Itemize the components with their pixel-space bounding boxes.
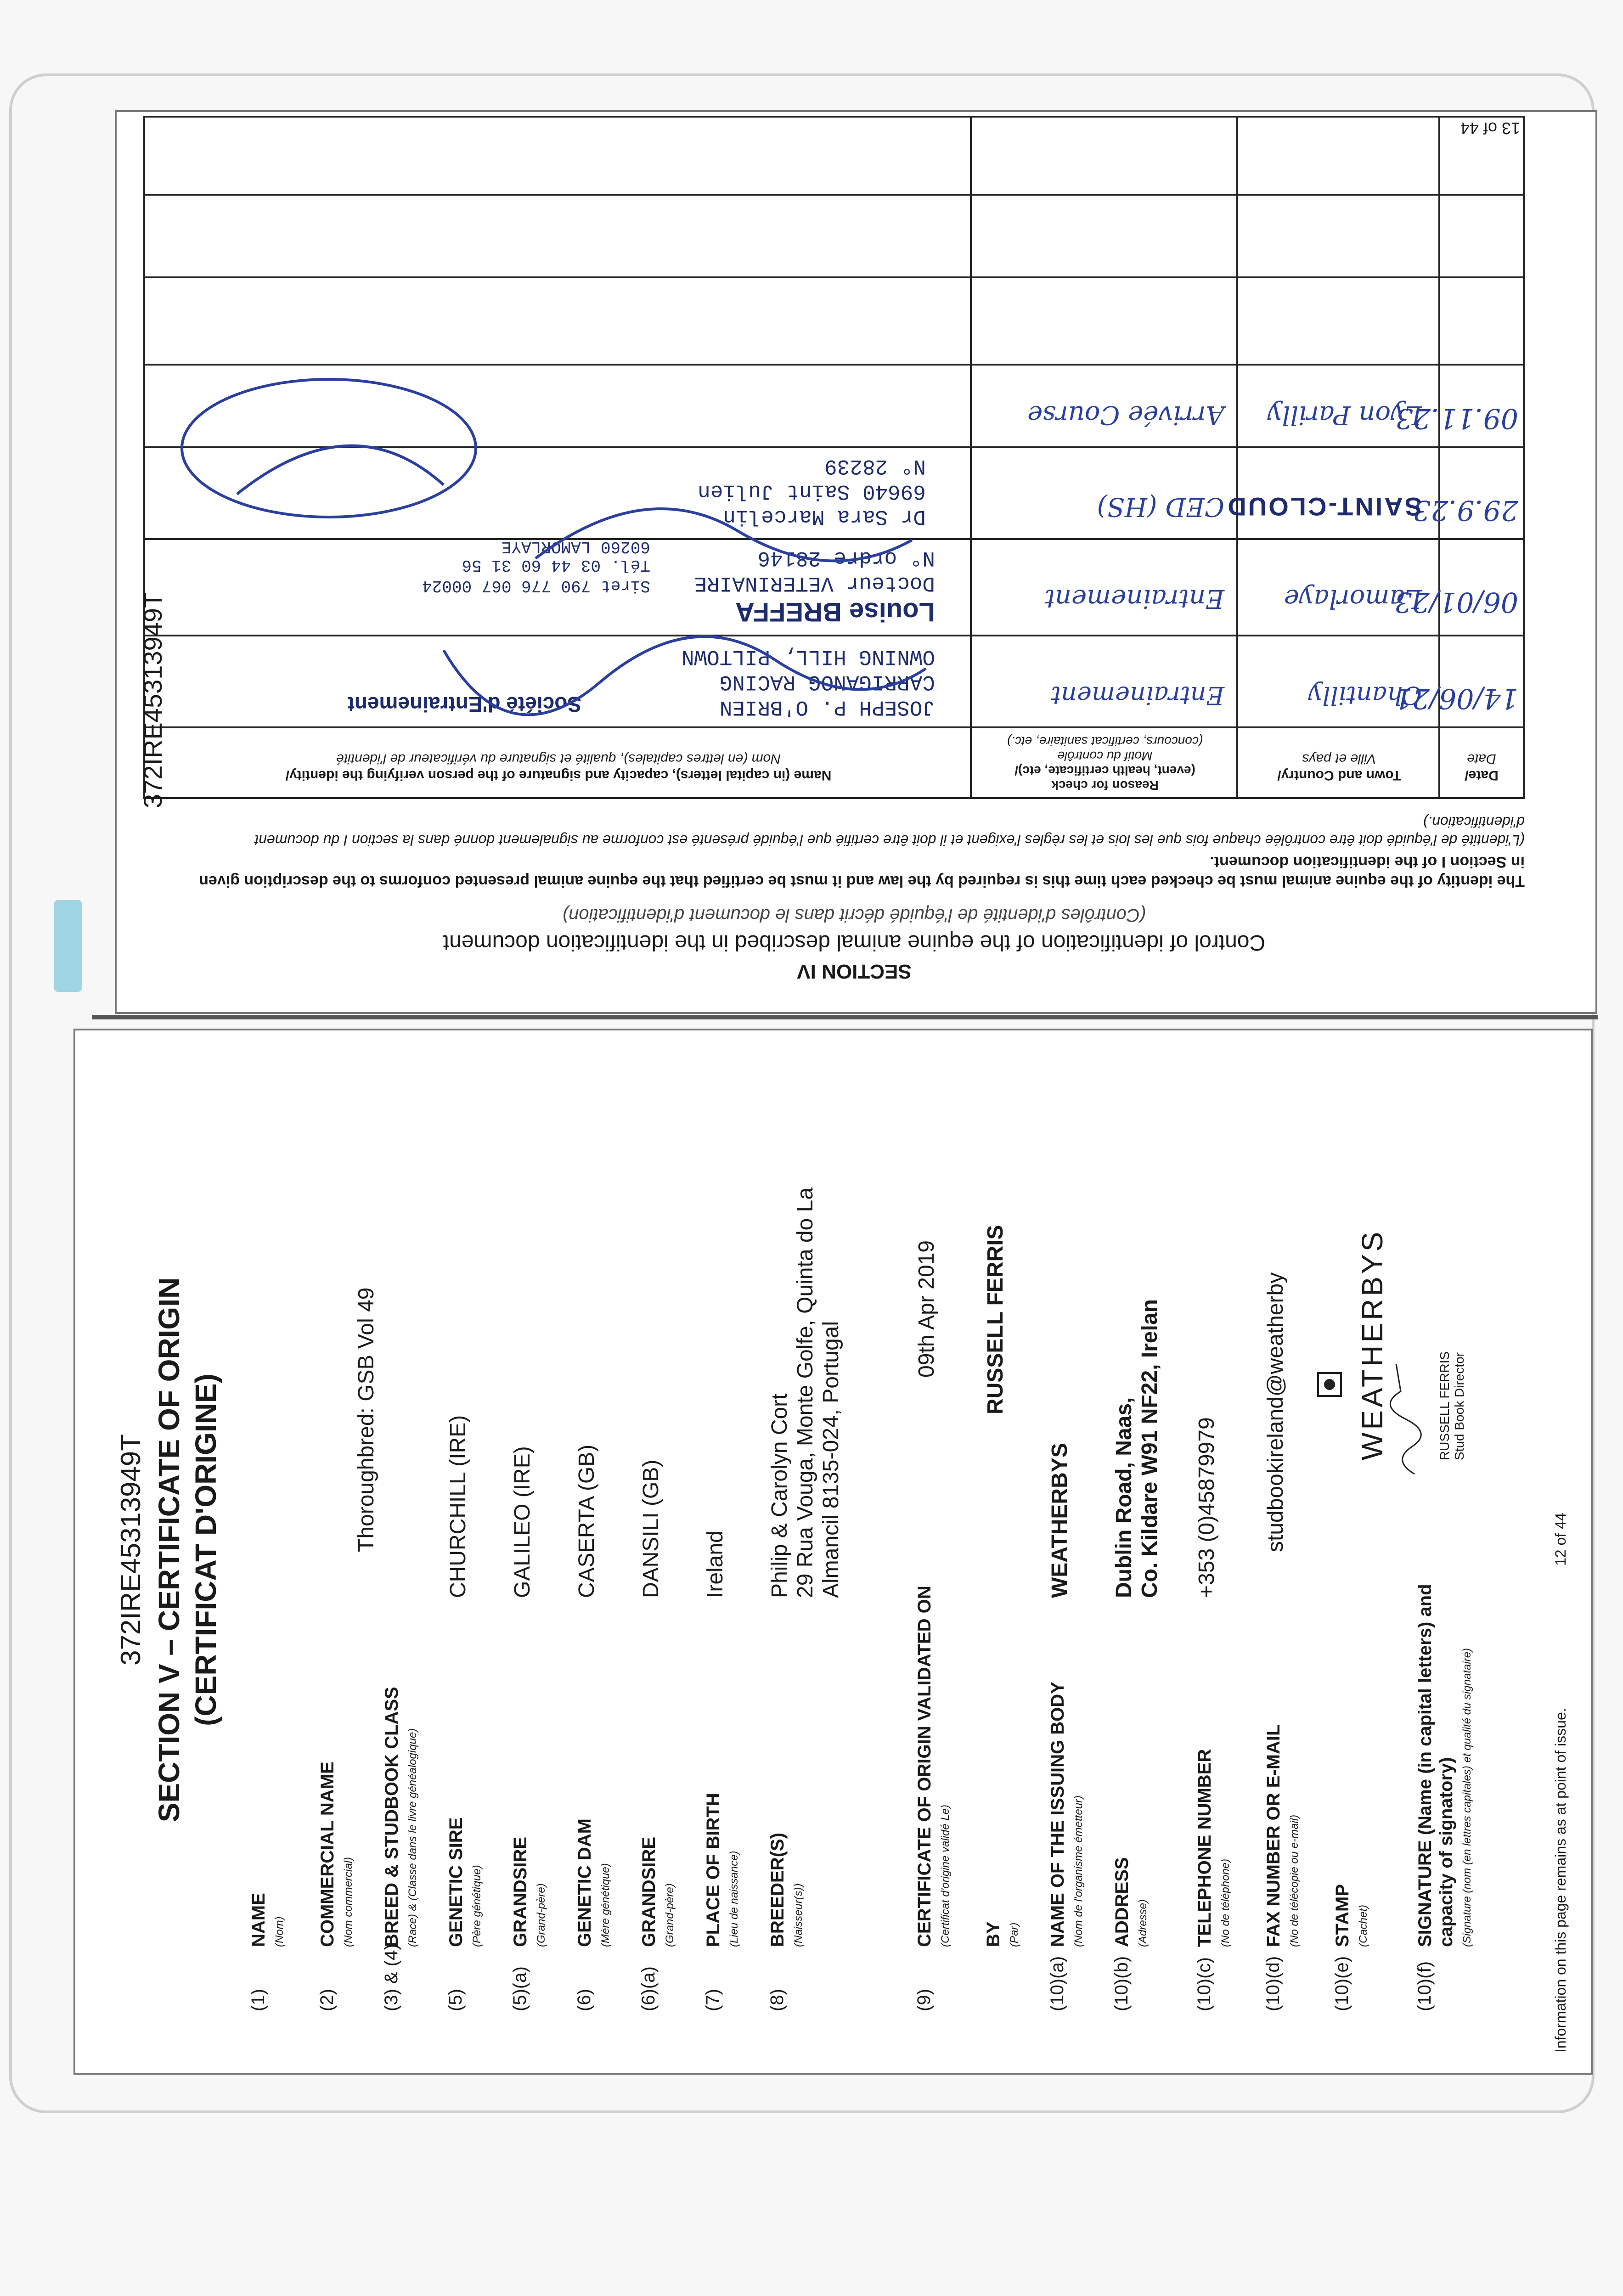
entry-town: SAINT-CLOUD bbox=[1226, 492, 1422, 521]
entry-stamp-line: N° 28239 bbox=[824, 454, 926, 478]
entry-stamp-line: Tél. 03 44 60 31 56 bbox=[462, 556, 650, 574]
entry-stamp-line: Louise BREFFA bbox=[735, 597, 935, 627]
booklet-fold bbox=[92, 1015, 1598, 1019]
field-label: ADDRESS (Adresse) bbox=[1112, 1857, 1149, 1947]
field-value: DANSILI (GB) bbox=[639, 1459, 663, 1598]
section4-document-id: 372IRE45313949T bbox=[138, 592, 167, 808]
signatory-name: RUSSELL FERRIS Stud Book Director bbox=[1437, 1351, 1466, 1460]
field-num: (10)(b) bbox=[1111, 1956, 1132, 2011]
field-label: CERTIFICATE OF ORIGIN VALIDATED ON (Certificat d'origine validé Le) bbox=[914, 1586, 952, 1947]
section4-title-fr: (Contrôles d'identité de l'équidé décrit dans le document d'identification) bbox=[562, 905, 1146, 925]
field-label: NAME OF THE ISSUING BODY (Nom de l'organisme émetteur) bbox=[1048, 1682, 1085, 1947]
entry-stamp-line: Siret 790 776 067 00024 bbox=[422, 576, 650, 595]
entry-town: Chantilly bbox=[1308, 681, 1422, 710]
field-label: GENETIC DAM (Mère génétique) bbox=[575, 1818, 612, 1947]
identity-check-table bbox=[143, 116, 1525, 799]
entry-date: 09.11.23 bbox=[1395, 402, 1518, 434]
field-label: SIGNATURE (Name (in capital letters) and capacity of signatory) (Signature (nom (en lettres capitales) et qualité du signataire) bbox=[1415, 1584, 1473, 1947]
section5-title-fr: (CERTIFICAT D'ORIGINE) bbox=[189, 1373, 222, 1726]
entry-stamp-line: N° ordre 28146 bbox=[757, 546, 935, 570]
field-label: FAX NUMBER OR E-MAIL (No de télécopie ou e-mail) bbox=[1263, 1724, 1301, 1947]
field-label: PLACE OF BIRTH (Lieu de naissance) bbox=[703, 1793, 740, 1947]
section4-heading: SECTION IV bbox=[797, 960, 912, 983]
entry-stamp-line: Docteur VETERINAIRE bbox=[694, 571, 935, 595]
field-label: BREEDER(S) (Naisseur(s)) bbox=[767, 1833, 805, 1947]
field-label: GRANDSIRE (Grand-père) bbox=[510, 1836, 547, 1947]
entry-reason: Entrainement bbox=[1051, 681, 1224, 710]
entry-date: 06/01/23 bbox=[1394, 586, 1518, 618]
field-num: (5) bbox=[445, 1989, 466, 2011]
section4-identity-control bbox=[115, 110, 1594, 1010]
entry-stamp-line: CARRIGANOG RACING bbox=[719, 670, 935, 694]
field-num: (6) bbox=[574, 1989, 594, 2011]
section4-title: Control of identification of the equine animal described in the identification document bbox=[443, 930, 1266, 955]
entry-date: 14/06/21 bbox=[1394, 682, 1518, 715]
field-label: BY (Par) bbox=[983, 1921, 1020, 1947]
weatherbys-stamp: WEATHERBYS bbox=[1356, 1229, 1389, 1460]
field-num: (6)(a) bbox=[638, 1966, 659, 2011]
field-num: (1) bbox=[248, 1989, 268, 2011]
field-value: Dublin Road, Naas, Co. Kildare W91 NF22, Irelan bbox=[1112, 1299, 1162, 1598]
col-header-town: Town and Country/ Ville et pays bbox=[1277, 751, 1401, 783]
entry-reason: CED (HS) bbox=[1097, 492, 1224, 522]
field-label: GRANDSIRE (Grand-père) bbox=[639, 1836, 676, 1947]
field-label: STAMP (Cachet) bbox=[1332, 1884, 1369, 1947]
entry-stamp-line: JOSEPH P. O'BRIEN bbox=[719, 695, 935, 719]
field-value: GALILEO (IRE) bbox=[510, 1446, 535, 1598]
field-num: (10)(a) bbox=[1047, 1956, 1067, 2011]
signature-scribbles bbox=[168, 375, 949, 724]
field-value: 09th Apr 2019 bbox=[914, 1240, 939, 1378]
field-num: (10)(c) bbox=[1194, 1957, 1214, 2011]
entry-reason: Arrivée Course bbox=[1027, 400, 1224, 430]
entry-stamp-line: 60260 LAMORLAYE bbox=[501, 537, 650, 556]
section5-document-id: 372IRE45313949T bbox=[115, 1434, 146, 1666]
section4-instruction-fr: (L'identité de l'équidé doit être contrôlée chaque fois que les lois et les règles l'exigent et il doit être certifié que l'équidé présenté est conforme au signalement donné dans la section I du document d'identification.) bbox=[254, 814, 1525, 849]
field-num: (9) bbox=[914, 1989, 934, 2011]
section5-title: SECTION V – CERTIFICATE OF ORIGIN bbox=[152, 1277, 186, 1823]
signature-scribble bbox=[1387, 1359, 1428, 1479]
field-label: GENETIC SIRE (Père génétique) bbox=[446, 1817, 483, 1947]
field-label: BREED & STUDBOOK CLASS (Race) & (Classe dans le livre généalogique) bbox=[382, 1687, 419, 1947]
field-label: TELEPHONE NUMBER (No de téléphone) bbox=[1195, 1749, 1232, 1947]
bookmark-tab bbox=[54, 900, 82, 992]
section5-certificate-of-origin bbox=[73, 1029, 1589, 2071]
field-value: RUSSELL FERRIS bbox=[983, 1225, 1008, 1414]
crest-icon bbox=[1313, 1368, 1346, 1401]
field-num: (8) bbox=[767, 1989, 787, 2011]
entry-stamp-line: Dr Sara Marcelin bbox=[723, 505, 926, 529]
field-num: (10)(d) bbox=[1263, 1956, 1283, 2011]
section5-page-number: 12 of 44 bbox=[1552, 1513, 1569, 1566]
section4-page-number: 13 of 44 bbox=[1460, 119, 1520, 138]
entry-stamp-line: 69640 Saint Julien bbox=[698, 479, 926, 503]
field-num: (5)(a) bbox=[510, 1966, 530, 2011]
field-value: Thoroughbred: GSB Vol 49 bbox=[354, 1287, 378, 1552]
col-header-name: Name (in capital letters), capacity and signature of the person verifying the identity/ Nom (en lettres capitales), qualité et signature du vérificateur de l'identité bbox=[285, 751, 832, 783]
field-value: Philip & Carolyn Cort 29 Rua Vouga, Monte Golfe, Quinta do La Almancil 8135-024, Portugal bbox=[767, 1187, 843, 1598]
field-label: NAME (Nom) bbox=[248, 1893, 286, 1947]
field-num: (2) bbox=[317, 1989, 337, 2011]
entry-town: Lamorlaye bbox=[1284, 584, 1422, 613]
col-header-date: Date/ Date bbox=[1465, 751, 1499, 783]
section4-instruction: The identity of the equine animal must be checked each time this is required by the law and it must be certified that the equine animal presented conforms to the description given in Section I of the identification document. bbox=[199, 853, 1525, 890]
entry-reason: Entrainement bbox=[1044, 584, 1224, 613]
field-value: Ireland bbox=[703, 1531, 727, 1598]
field-value: CHURCHILL (IRE) bbox=[446, 1415, 470, 1598]
field-num: (10)(f) bbox=[1414, 1961, 1435, 2011]
field-num: (3) & (4) bbox=[381, 1944, 401, 2011]
field-num: (7) bbox=[703, 1989, 723, 2011]
col-header-reason: Reason for check (event, health certificate, etc)/ Motif du contrôle (concours, certificat sanitaire, etc.) bbox=[1007, 734, 1203, 793]
field-value: WEATHERBYS bbox=[1048, 1443, 1072, 1598]
field-num: (10)(e) bbox=[1332, 1956, 1352, 2011]
field-label: COMMERCIAL NAME (Nom commercial) bbox=[317, 1761, 355, 1947]
field-value: +353 (0)45879979 bbox=[1195, 1417, 1219, 1598]
entry-stamp-line: OWNING HILL, PILTOWN bbox=[681, 645, 935, 669]
field-value: studbookireland@weatherby bbox=[1263, 1272, 1288, 1552]
entry-town: Lyon Parilly bbox=[1267, 400, 1422, 430]
section5-footer-note: Information on this page remains as at point of issue. bbox=[1552, 1708, 1569, 2053]
section5-field-list bbox=[248, 1084, 1543, 2011]
entry-date: 29.9.23 bbox=[1413, 494, 1518, 526]
entry-stamp-line: Société d'Entrainement bbox=[347, 692, 581, 716]
field-value: CASERTA (GB) bbox=[575, 1444, 599, 1598]
